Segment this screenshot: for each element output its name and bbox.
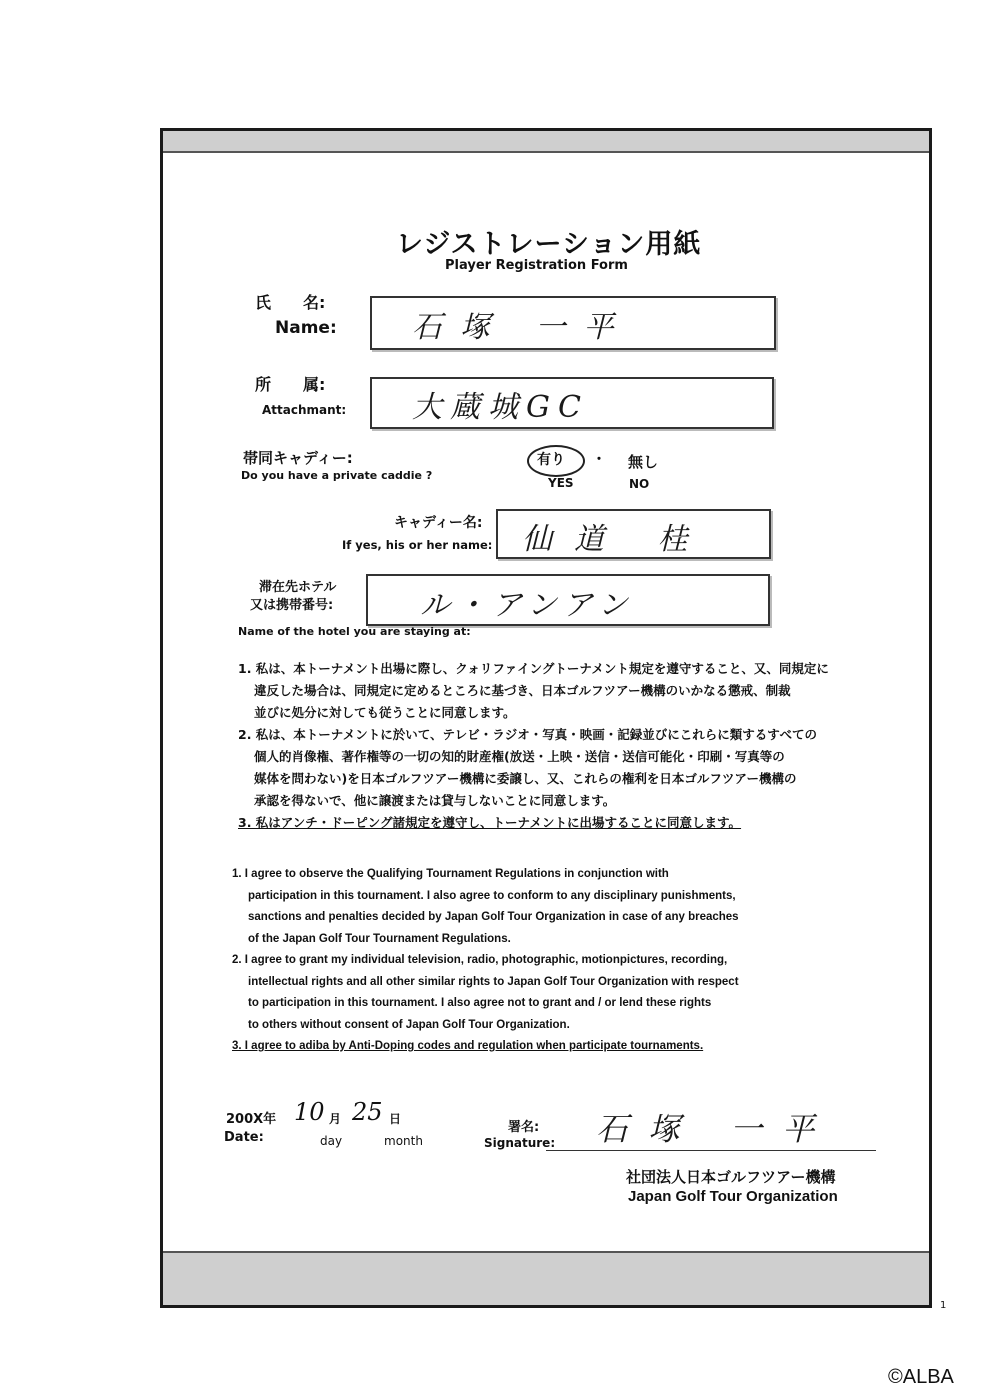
clause-en-1-line-3: sanctions and penalties decided by Japan Golf Tour Organization in case of any breaches xyxy=(248,911,739,923)
form-title-en: Player Registration Form xyxy=(445,258,628,273)
name-label-en: Name: xyxy=(275,318,337,338)
caddie-question-en: Do you have a private caddie ? xyxy=(241,469,433,482)
date-year-label: 200X年 xyxy=(226,1112,277,1127)
caddie-name-label-en: If yes, his or her name: xyxy=(342,538,493,552)
caddie-yes-en: YES xyxy=(548,476,574,490)
organization-name-en: Japan Golf Tour Organization xyxy=(628,1188,838,1205)
date-day-handwritten: 25 xyxy=(352,1098,383,1126)
clause-jp-2-line-4: 承認を得ないで、他に譲渡または貸与しないことに同意します。 xyxy=(254,793,616,808)
hotel-handwritten: ル・アンアン xyxy=(420,588,634,623)
caddie-question-jp: 帯同キャディー: xyxy=(243,449,353,467)
clause-jp-1-line-2: 違反した場合は、同規定に定めるところに基づき、日本ゴルフツアー機構のいかなる懲戒、制裁 xyxy=(254,683,791,698)
date-day-kanji: 日 xyxy=(389,1112,402,1126)
english-clauses xyxy=(232,864,852,1058)
caddie-yes-jp[interactable]: 有り xyxy=(537,452,565,468)
clause-en-2-line-1: 2. I agree to grant my individual television, radio, photographic, motionpictures, recording, xyxy=(232,954,728,966)
clause-en-3-line-1: 3. I agree to adiba by Anti-Doping codes and regulation when participate tournaments. xyxy=(232,1040,704,1052)
clause-en-2-line-2: intellectual rights and all other similar rights to Japan Golf Tour Organization with respect xyxy=(248,975,739,988)
caddie-no-jp[interactable]: 無し xyxy=(628,453,659,471)
name-handwritten: 石塚 一平 xyxy=(412,310,632,345)
clause-jp-2-line-3: 媒体を問わない)を日本ゴルフツアー機構に委譲し、又、これらの権利を日本ゴルフツアー機構の xyxy=(254,771,797,786)
clause-en-2-line-3: to participation in this tournament. I also agree not to grant and / or lend these rights xyxy=(248,997,712,1009)
clause-en-1-line-2: participation in this tournament. I also agree to conform to any disciplinary punishments, xyxy=(248,889,736,902)
japanese-clauses xyxy=(238,658,838,834)
clause-jp-3-line-1: 3. 私はアンチ・ドーピング諸規定を遵守し、トーナメントに出場することに同意します。 xyxy=(238,815,742,830)
organization-name-jp: 社団法人日本ゴルフツアー機構 xyxy=(626,1168,836,1186)
clause-en-2-line-4: to others without consent of Japan Golf Tour Organization. xyxy=(248,1018,570,1031)
caddie-no-en: NO xyxy=(629,477,650,491)
name-label-jp: 氏 名: xyxy=(255,293,326,312)
hotel-label-jp-2: 又は携帯番号: xyxy=(250,598,334,613)
hotel-label-en: Name of the hotel you are staying at: xyxy=(238,625,471,638)
bottom-gray-band xyxy=(163,1251,929,1305)
attachment-label-jp: 所 属: xyxy=(255,375,326,394)
signature-label-jp: 署名: xyxy=(508,1120,540,1135)
form-title-jp: レジストレーション用紙 xyxy=(396,229,702,260)
hotel-label-jp-1: 滞在先ホテル xyxy=(259,580,337,595)
signature-line xyxy=(546,1150,876,1151)
clause-jp-1-line-3: 並びに処分に対しても従うことに同意します。 xyxy=(254,705,516,720)
clause-en-1-line-1: 1. I agree to observe the Qualifying Tournament Regulations in conjunction with xyxy=(232,868,669,880)
signature-label-en: Signature: xyxy=(484,1136,556,1150)
clause-jp-2-line-2: 個人的肖像権、著作権等の一切の知的財産権(放送・上映・送信・送信可能化・印刷・写真等の xyxy=(254,749,785,764)
caddie-name-handwritten: 仙道 桂 xyxy=(522,522,710,557)
signature-handwritten: 石塚 一平 xyxy=(596,1110,835,1148)
clause-jp-1-line-1: 1. 私は、本トーナメント出場に際し、クォリファイングトーナメント規定を遵守すること、又、同規定に xyxy=(238,661,829,676)
date-month-en: month xyxy=(384,1134,423,1148)
clause-jp-2-line-1: 2. 私は、本トーナメントに於いて、テレビ・ラジオ・写真・映画・記録並びにこれらに類するすべての xyxy=(238,727,818,742)
attachment-label-en: Attachmant: xyxy=(262,403,347,417)
attachment-handwritten: 大蔵城GC xyxy=(412,390,589,425)
caddie-separator: ・ xyxy=(592,452,606,468)
date-month-handwritten: 10 xyxy=(294,1098,325,1126)
date-day-en: day xyxy=(320,1134,343,1148)
date-label-en: Date: xyxy=(224,1130,264,1145)
photo-credit: ©ALBA xyxy=(888,1366,954,1388)
top-gray-band xyxy=(163,131,929,153)
date-month-kanji: 月 xyxy=(329,1112,342,1126)
caddie-name-label-jp: キャディー名: xyxy=(394,515,483,531)
page-number: 1 xyxy=(940,1300,947,1311)
clause-en-1-line-4: of the Japan Golf Tour Tournament Regulations. xyxy=(248,932,511,945)
